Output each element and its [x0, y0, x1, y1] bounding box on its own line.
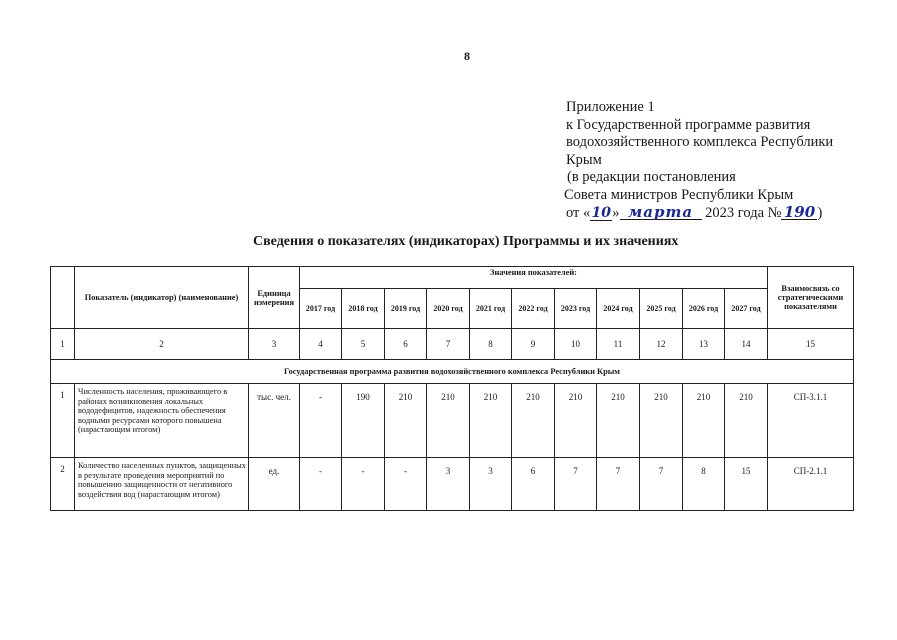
indicator-value: 6	[512, 458, 555, 511]
appendix-line-6: Совета министров Республики Крым	[564, 186, 794, 203]
indicator-value: 190	[342, 384, 385, 458]
indicator-value: 210	[683, 384, 725, 458]
column-number: 9	[512, 329, 555, 360]
header-year: 2027 год	[725, 289, 768, 329]
indicator-value: 210	[427, 384, 470, 458]
indicator-value: 210	[597, 384, 640, 458]
column-number: 4	[300, 329, 342, 360]
column-number: 1	[51, 329, 75, 360]
indicator-unit: ед.	[249, 458, 300, 511]
date-day-handwritten: 10	[591, 204, 612, 221]
program-name-row	[51, 360, 854, 384]
date-close: )	[817, 204, 823, 221]
indicator-value: 3	[470, 458, 512, 511]
appendix-block	[566, 99, 833, 222]
column-number: 14	[725, 329, 768, 360]
table-row	[51, 384, 854, 458]
column-number: 11	[597, 329, 640, 360]
page-number: 8	[464, 49, 470, 63]
column-number: 12	[640, 329, 683, 360]
column-number: 6	[385, 329, 427, 360]
indicator-value: 210	[555, 384, 597, 458]
row-number: 2	[51, 458, 75, 511]
indicators-table	[50, 266, 854, 511]
document-title: Сведения о показателях (индикаторах) Программы и их значениях	[253, 234, 679, 249]
header-year: 2020 год	[427, 289, 470, 329]
indicator-unit: тыс. чел.	[249, 384, 300, 458]
header-year: 2018 год	[342, 289, 385, 329]
date-prefix: от «	[566, 204, 591, 221]
column-number: 7	[427, 329, 470, 360]
indicator-value: 210	[640, 384, 683, 458]
indicator-value: 15	[725, 458, 768, 511]
date-mid: »	[612, 204, 620, 221]
header-year: 2023 год	[555, 289, 597, 329]
appendix-line-4: Крым	[566, 151, 602, 168]
indicator-value: 210	[385, 384, 427, 458]
strategic-relation: СП-3.1.1	[768, 384, 854, 458]
appendix-line-3: водохозяйственного комплекса Республики	[566, 134, 834, 151]
header-unit: Единица измерения	[249, 267, 300, 329]
program-name: Государственная программа развития водохозяйственного комплекса Республики Крым	[51, 360, 854, 384]
indicator-value: 8	[683, 458, 725, 511]
indicator-name: Количество населенных пунктов, защищенных в результате проведения мероприятий по повышению защищенности от негативного воздействия вод (нарастающим итогом)	[75, 458, 249, 511]
header-indicator: Показатель (индикатор) (наименование)	[75, 267, 249, 329]
indicator-value: -	[300, 458, 342, 511]
column-number: 10	[555, 329, 597, 360]
column-number: 3	[249, 329, 300, 360]
indicator-value: 7	[555, 458, 597, 511]
indicator-value: -	[300, 384, 342, 458]
appendix-line-2: к Государственной программе развития	[566, 116, 811, 133]
indicator-value: 210	[470, 384, 512, 458]
header-num-cell	[51, 267, 75, 329]
header-year: 2022 год	[512, 289, 555, 329]
indicator-value: -	[342, 458, 385, 511]
column-number: 2	[75, 329, 249, 360]
strategic-relation: СП-2.1.1	[768, 458, 854, 511]
column-number: 13	[683, 329, 725, 360]
header-year: 2025 год	[640, 289, 683, 329]
indicator-value: 7	[597, 458, 640, 511]
header-year: 2017 год	[300, 289, 342, 329]
indicator-value: 210	[725, 384, 768, 458]
indicator-value: 210	[512, 384, 555, 458]
table-row	[51, 458, 854, 511]
indicator-value: -	[385, 458, 427, 511]
appendix-date-line	[566, 202, 833, 223]
appendix-line-1: Приложение 1	[566, 99, 655, 115]
header-row-1	[51, 267, 854, 289]
header-year: 2019 год	[385, 289, 427, 329]
header-relation: Взаимосвязь со стратегическими показателями	[768, 267, 854, 329]
indicator-value: 3	[427, 458, 470, 511]
header-values-group: Значения показателей:	[300, 267, 768, 289]
header-year: 2026 год	[683, 289, 725, 329]
row-number: 1	[51, 384, 75, 458]
date-year: 2023 года №	[705, 204, 782, 221]
column-number-row	[51, 329, 854, 360]
column-number: 15	[768, 329, 854, 360]
column-number: 5	[342, 329, 385, 360]
date-month-handwritten: марта	[620, 205, 702, 220]
indicator-name: Численность населения, проживающего в районах возникновения локальных вододефицитов, надежность обеспечения водными ресурсами которого повышена (нарастающим итогом)	[75, 384, 249, 458]
header-year: 2024 год	[597, 289, 640, 329]
decree-number-handwritten: 190	[781, 205, 817, 220]
column-number: 8	[470, 329, 512, 360]
header-year: 2021 год	[470, 289, 512, 329]
indicator-value: 7	[640, 458, 683, 511]
appendix-line-5: (в редакции постановления	[567, 169, 736, 186]
